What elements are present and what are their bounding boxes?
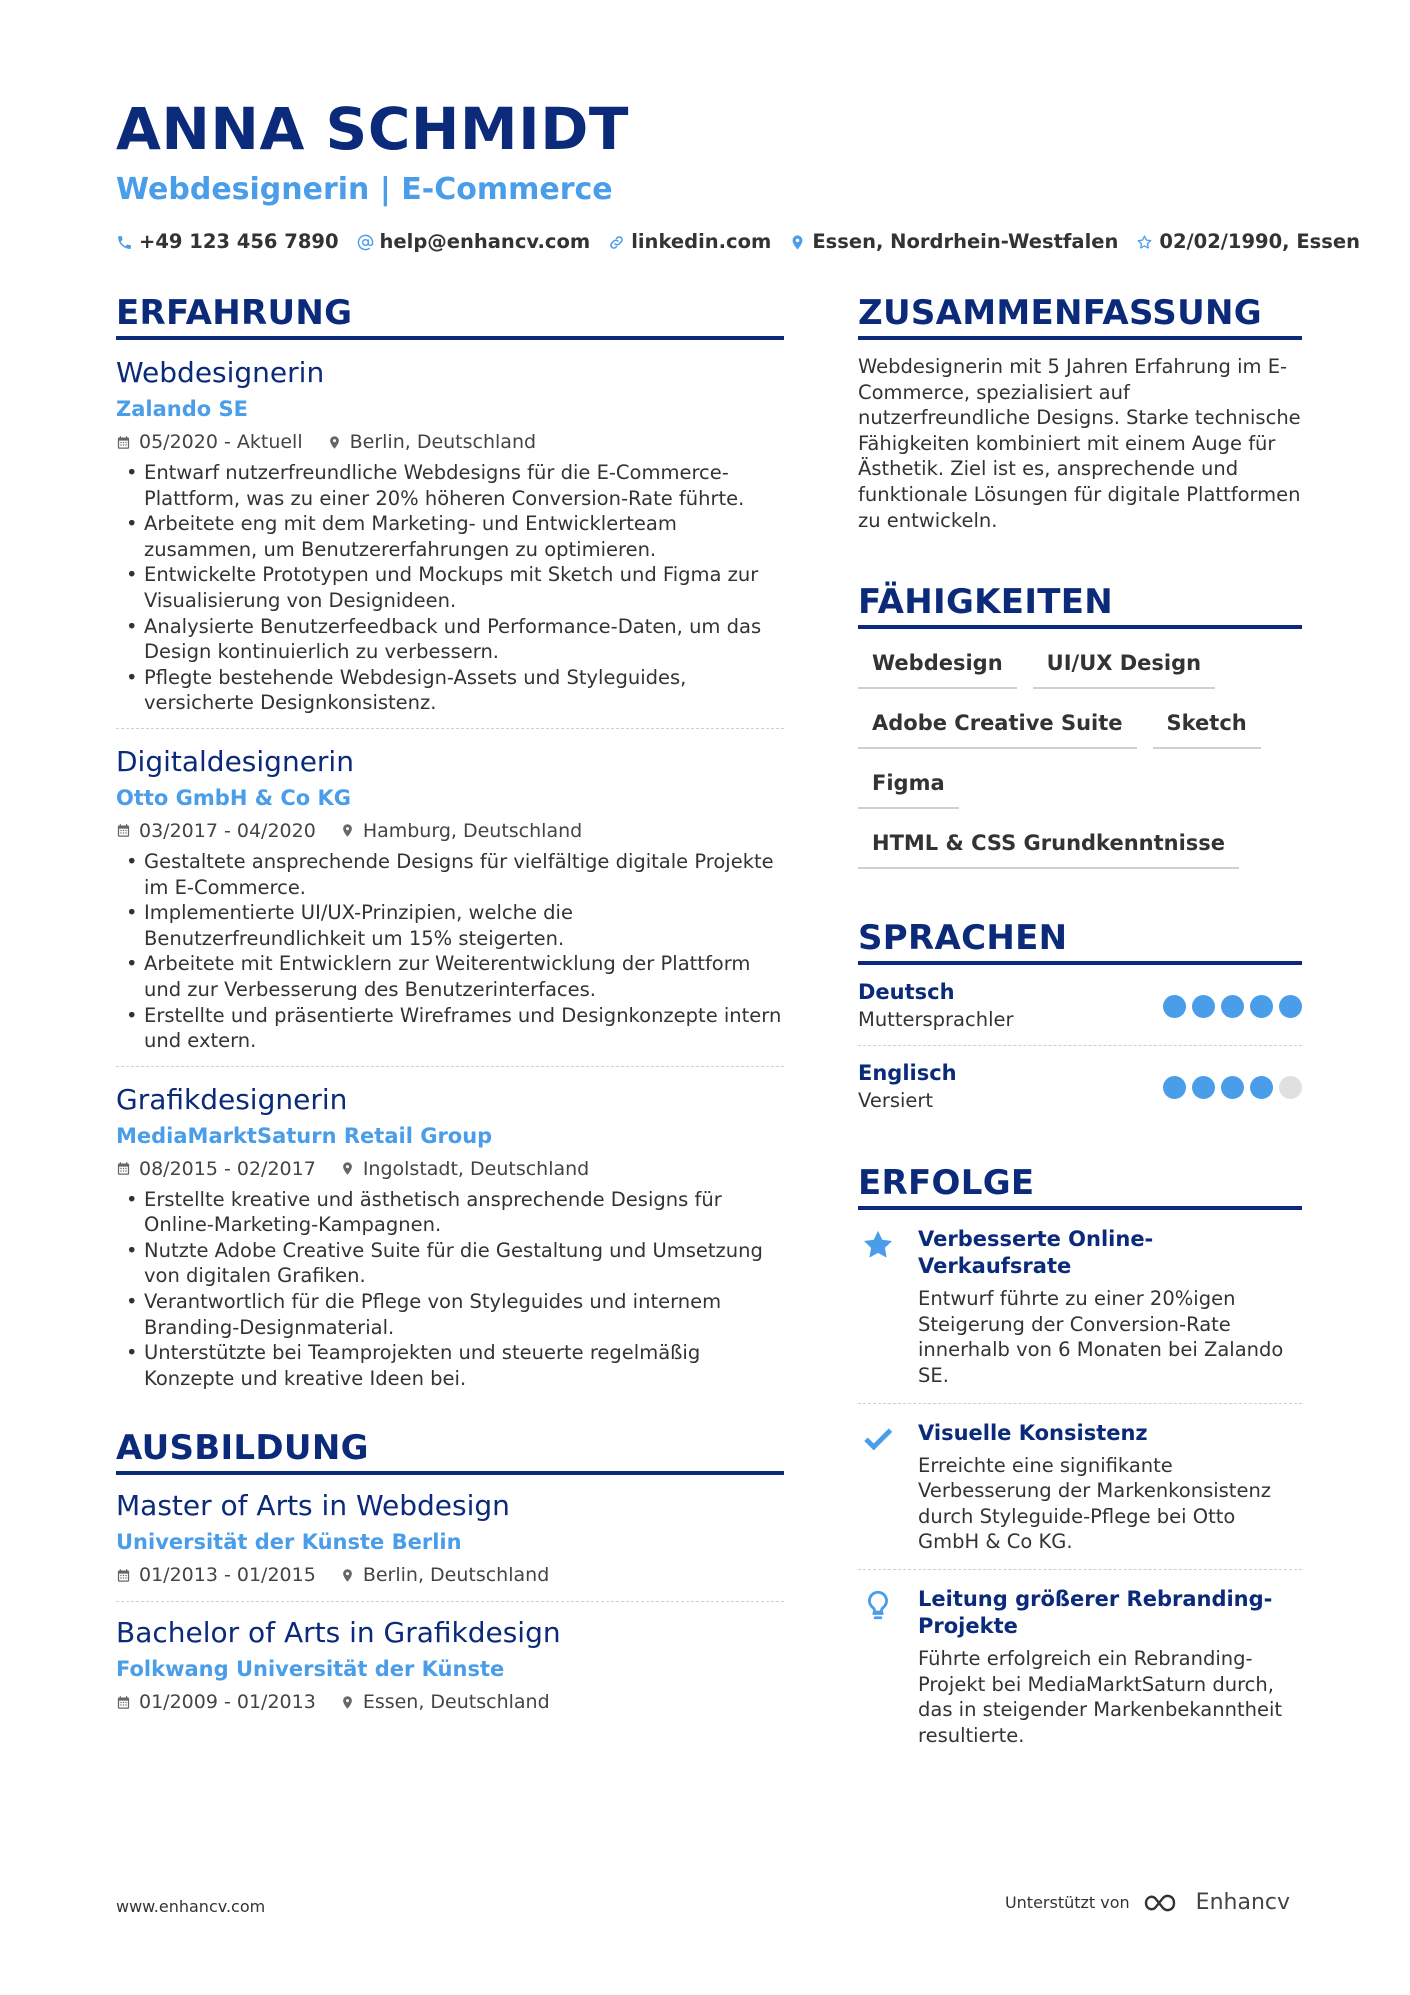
bullet-item: • Erstellte kreative und ästhetisch ansprechende Designs für Online-Marketing-Kampagnen.	[116, 1187, 784, 1238]
job-date: 08/2015 - 02/2017	[139, 1157, 316, 1180]
job-meta	[116, 428, 784, 456]
check-icon	[861, 1422, 895, 1456]
job-entry	[116, 729, 784, 1067]
location-pin-icon	[789, 234, 806, 251]
star-icon	[861, 1228, 895, 1262]
rating-dot-filled	[1163, 1076, 1186, 1099]
achievement-entry	[858, 1210, 1302, 1403]
link-icon	[608, 234, 625, 251]
education-date: 01/2009 - 01/2013	[139, 1691, 316, 1714]
languages-list	[858, 965, 1302, 1126]
skill-tag: Adobe Creative Suite	[858, 703, 1137, 749]
experience-heading: ERFAHRUNG	[116, 296, 784, 340]
candidate-name: ANNA SCHMIDT	[116, 95, 629, 163]
contact-phone[interactable]	[116, 230, 339, 254]
rating-dot-filled	[1221, 995, 1244, 1018]
rating-dot-filled	[1192, 1076, 1215, 1099]
job-bullets	[116, 1187, 784, 1392]
job-title: Grafikdesignerin	[116, 1082, 348, 1116]
rating-dot-filled	[1279, 995, 1302, 1018]
location-pin-icon	[340, 1695, 355, 1710]
job-location: Hamburg, Deutschland	[362, 819, 583, 842]
achievements-list	[858, 1210, 1302, 1762]
languages-heading: SPRACHEN	[858, 921, 1302, 965]
bullet-item: • Nutzte Adobe Creative Suite für die Gestaltung und Umsetzung von digitalen Grafiken.	[116, 1238, 784, 1289]
calendar-icon	[116, 1161, 131, 1176]
calendar-icon	[116, 823, 131, 838]
job-bullets	[116, 460, 784, 716]
calendar-icon	[116, 1568, 131, 1583]
language-rating	[1163, 995, 1302, 1018]
company-name: MediaMarktSaturn Retail Group	[116, 1123, 493, 1148]
language-name: Englisch	[858, 1061, 957, 1086]
right-column	[858, 293, 1302, 1762]
school-name: Universität der Künste Berlin	[116, 1530, 462, 1555]
language-entry	[858, 965, 1302, 1046]
education-entry	[116, 1602, 784, 1728]
rating-dot-filled	[1221, 1076, 1244, 1099]
skill-tag: HTML & CSS Grundkenntnisse	[858, 823, 1239, 869]
contact-email[interactable]	[357, 230, 591, 254]
bullet-item: • Implementierte UI/UX-Prinzipien, welche die Benutzerfreundlichkeit um 15% steigerten.	[116, 900, 784, 951]
job-meta	[116, 1155, 784, 1183]
bullet-item: • Pflegte bestehende Webdesign-Assets und Styleguides, versicherte Designkonsistenz.	[116, 665, 784, 716]
location-pin-icon	[340, 1161, 355, 1176]
phone-icon	[116, 234, 133, 251]
lightbulb-icon	[861, 1588, 895, 1622]
skill-tag: Webdesign	[858, 643, 1017, 689]
school-name: Folkwang Universität der Künste	[116, 1657, 505, 1682]
contact-linkedin[interactable]	[608, 230, 771, 254]
bullet-item: • Gestaltete ansprechende Designs für vielfältige digitale Projekte im E-Commerce.	[116, 849, 784, 900]
footer-website[interactable]: www.enhancv.com	[116, 1897, 266, 1916]
location-text: Essen, Nordrhein-Westfalen	[812, 230, 1119, 253]
phone-text: +49 123 456 7890	[139, 230, 339, 253]
skill-tag: Sketch	[1153, 703, 1261, 749]
experience-list	[116, 340, 784, 1403]
brand-logo[interactable]	[1142, 1890, 1290, 1915]
bullet-item: • Verantwortlich für die Pflege von Styleguides und internem Branding-Designmaterial.	[116, 1289, 784, 1340]
rating-dot-filled	[1192, 995, 1215, 1018]
location-pin-icon	[327, 435, 342, 450]
powered-by-text: Unterstützt von	[1004, 1893, 1130, 1912]
education-location: Berlin, Deutschland	[362, 1564, 550, 1587]
star-outline-icon	[1136, 234, 1153, 251]
achievement-title: Visuelle Konsistenz	[918, 1420, 1148, 1445]
achievement-title: Leitung größerer Rebranding-Projekte	[918, 1586, 1273, 1638]
degree-title: Bachelor of Arts in Grafikdesign	[116, 1616, 561, 1650]
bullet-item: • Arbeitete eng mit dem Marketing- und Entwicklerteam zusammen, um Benutzererfahrungen zu optimieren.	[116, 511, 784, 562]
achievement-entry	[858, 1404, 1302, 1570]
rating-dot-filled	[1250, 1076, 1273, 1099]
email-text: help@enhancv.com	[379, 230, 591, 253]
job-meta	[116, 817, 784, 845]
language-level: Versiert	[858, 1089, 934, 1113]
birth-text: 02/02/1990, Essen	[1159, 230, 1361, 253]
achievement-text: Entwurf führte zu einer 20%igen Steigerung der Conversion-Rate innerhalb von 6 Monaten bei Zalando SE.	[918, 1287, 1284, 1387]
summary-heading: ZUSAMMENFASSUNG	[858, 296, 1302, 340]
achievement-text: Führte erfolgreich ein Rebranding-Projekt bei MediaMarktSaturn durch, das in steigender Markenbekanntheit resultierte.	[918, 1646, 1283, 1747]
job-entry	[116, 1067, 784, 1404]
linkedin-text: linkedin.com	[631, 230, 772, 253]
language-entry	[858, 1046, 1302, 1126]
education-location: Essen, Deutschland	[362, 1691, 550, 1714]
calendar-icon	[116, 435, 131, 450]
bullet-item: • Erstellte und präsentierte Wireframes und Designkonzepte intern und extern.	[116, 1003, 784, 1054]
education-date: 01/2013 - 01/2015	[139, 1564, 316, 1587]
contact-location	[789, 230, 1118, 254]
education-heading: AUSBILDUNG	[116, 1431, 784, 1475]
skills-heading: FÄHIGKEITEN	[858, 585, 1302, 629]
company-name: Zalando SE	[116, 397, 248, 421]
bullet-item: • Analysierte Benutzerfeedback und Performance-Daten, um das Design kontinuierlich zu verbessern.	[116, 614, 784, 665]
location-pin-icon	[340, 1568, 355, 1583]
bullet-item: • Unterstützte bei Teamprojekten und steuerte regelmäßig Konzepte und kreative Ideen bei.	[116, 1340, 784, 1391]
contact-birth	[1136, 230, 1360, 254]
education-entry	[116, 1475, 784, 1602]
bullet-item: • Entwickelte Prototypen und Mockups mit Sketch und Figma zur Visualisierung von Designideen.	[116, 562, 784, 613]
summary-text: Webdesignerin mit 5 Jahren Erfahrung im E-Commerce, spezialisiert auf nutzerfreundliche Designs. Starke technische Fähigkeiten kombiniert mit einem Auge für Ästhetik. Ziel ist es, ansprechende und funktionale Lösungen für digitale Plattformen zu entwickeln.	[858, 355, 1301, 532]
achievement-title: Verbesserte Online-Verkaufsrate	[918, 1227, 1154, 1279]
education-meta	[116, 1688, 784, 1716]
contact-bar	[116, 230, 1360, 254]
education-list	[116, 1475, 784, 1728]
job-date: 05/2020 - Aktuell	[139, 431, 303, 453]
job-location: Berlin, Deutschland	[349, 431, 537, 453]
job-bullets	[116, 849, 784, 1054]
skills-list	[858, 643, 1302, 869]
job-location: Ingolstadt, Deutschland	[362, 1157, 590, 1180]
language-level: Muttersprachler	[858, 1008, 1014, 1032]
candidate-role: Webdesignerin | E-Commerce	[116, 172, 613, 207]
degree-title: Master of Arts in Webdesign	[116, 1489, 510, 1523]
skill-tag: Figma	[858, 763, 959, 809]
footer-brand	[1005, 1890, 1290, 1915]
achievements-heading: ERFOLGE	[858, 1166, 1302, 1210]
rating-dot-empty	[1279, 1076, 1302, 1099]
left-column	[116, 293, 784, 1728]
location-pin-icon	[340, 823, 355, 838]
education-meta	[116, 1561, 784, 1589]
job-entry	[116, 340, 784, 729]
achievement-entry	[858, 1570, 1302, 1762]
language-rating	[1163, 1076, 1302, 1099]
job-date: 03/2017 - 04/2020	[139, 819, 316, 842]
calendar-icon	[116, 1695, 131, 1710]
bullet-item: • Arbeitete mit Entwicklern zur Weiterentwicklung der Plattform und zur Verbesserung des Benutzerinterfaces.	[116, 951, 784, 1002]
achievement-text: Erreichte eine signifikante Verbesserung der Markenkonsistenz durch Styleguide-Pflege bei Otto GmbH & Co KG.	[918, 1453, 1272, 1554]
at-icon	[357, 234, 374, 251]
bullet-item: • Entwarf nutzerfreundliche Webdesigns für die E-Commerce-Plattform, was zu einer 20% höheren Conversion-Rate führte.	[116, 460, 784, 511]
language-name: Deutsch	[858, 980, 955, 1005]
job-title: Digitaldesignerin	[116, 744, 354, 778]
job-title: Webdesignerin	[116, 356, 325, 389]
skill-tag: UI/UX Design	[1033, 643, 1215, 689]
enhancv-logo-icon	[1142, 1891, 1186, 1915]
company-name: Otto GmbH & Co KG	[116, 785, 351, 810]
rating-dot-filled	[1163, 995, 1186, 1018]
rating-dot-filled	[1250, 995, 1273, 1018]
brand-name: Enhancv	[1195, 1890, 1290, 1915]
